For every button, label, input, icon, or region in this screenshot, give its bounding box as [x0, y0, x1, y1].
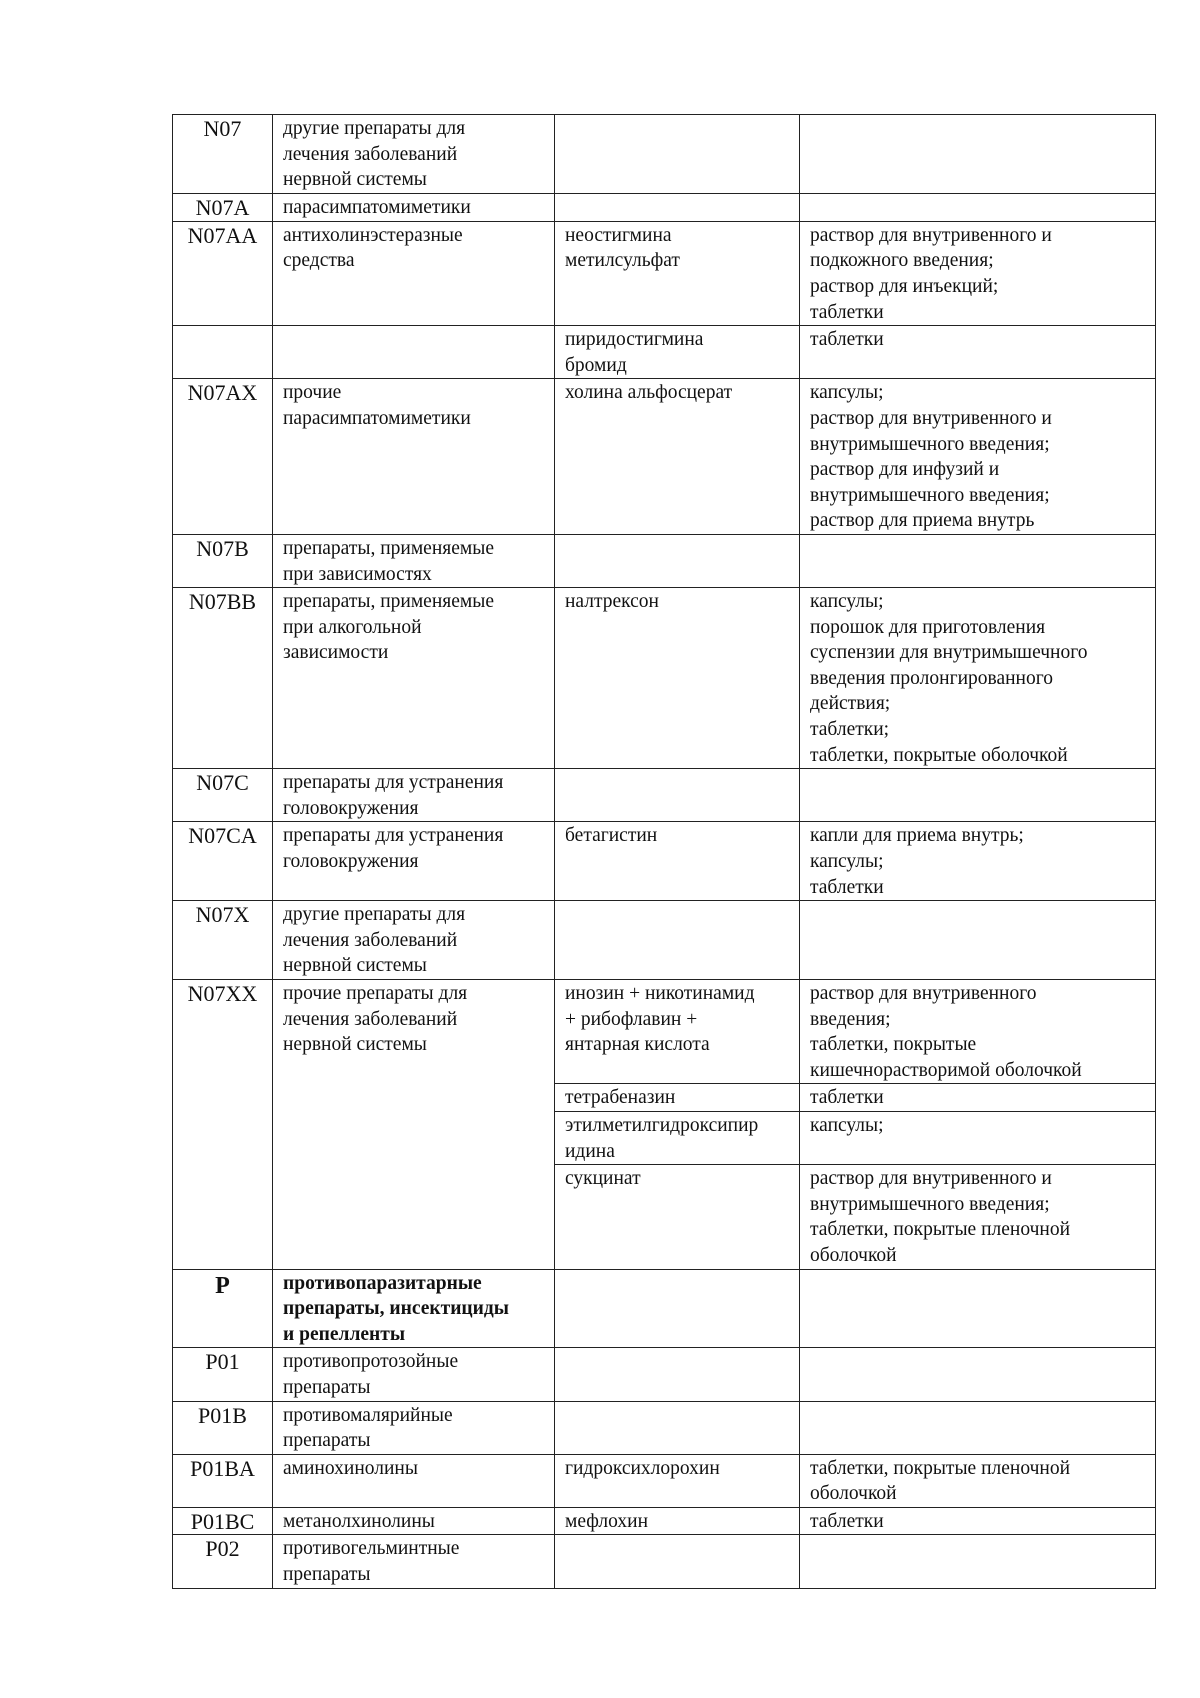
medicine-table	[172, 114, 1156, 1589]
drug-name	[555, 1535, 800, 1588]
atc-code: P01	[205, 1349, 240, 1375]
group-description	[273, 1535, 555, 1588]
group-description	[273, 980, 555, 1270]
dosage-forms	[800, 1165, 1156, 1269]
table-row	[173, 901, 1156, 980]
group-description-line: прочие препараты для	[283, 983, 468, 1004]
dosage-forms-line: таблетки	[810, 329, 884, 351]
dosage-forms-line: кишечнорастворимой оболочкой	[810, 1059, 1082, 1081]
dosage-forms	[800, 1535, 1156, 1588]
table-row	[173, 326, 1156, 379]
group-description-line: препараты	[283, 1430, 371, 1452]
dosage-forms	[800, 1084, 1156, 1112]
drug-name-line: бромид	[565, 354, 627, 376]
drug-name	[555, 980, 800, 1084]
drug-name	[555, 379, 800, 535]
drug-name	[555, 1165, 800, 1269]
atc-code: P01BA	[190, 1455, 255, 1481]
drug-name	[555, 1507, 800, 1535]
group-description-line: нервной системы	[283, 1034, 427, 1056]
drug-name-line: холина альфосцерат	[565, 382, 733, 404]
group-description-line: нервной системы	[283, 169, 427, 191]
drug-name-line: неостигмина	[565, 224, 672, 246]
atc-code: N07AA	[187, 222, 258, 248]
group-description	[273, 822, 555, 901]
drug-name	[555, 901, 800, 980]
dosage-forms-line: таблетки, покрытые пленочной	[810, 1457, 1071, 1479]
table-row	[173, 822, 1156, 901]
group-description-line: другие препараты для	[283, 118, 466, 139]
dosage-forms	[800, 980, 1156, 1084]
dosage-forms-line: внутримышечного введения;	[810, 1193, 1050, 1215]
group-description-line: нервной системы	[283, 955, 427, 977]
dosage-forms	[800, 769, 1156, 822]
dosage-forms	[800, 326, 1156, 379]
dosage-forms-line: капли для приема внутрь;	[810, 825, 1024, 847]
group-description	[273, 193, 555, 221]
group-description-line: препараты для устранения	[283, 825, 504, 847]
group-description	[273, 326, 555, 379]
atc-code: N07XX	[187, 981, 258, 1006]
dosage-forms-line: раствор для инъекций;	[810, 275, 999, 297]
drug-name-line: этилметилгидроксипир	[565, 1114, 759, 1136]
group-description-line: при зависимостях	[283, 563, 432, 585]
dosage-forms-line: порошок для приготовления	[810, 616, 1046, 638]
atc-code-cell	[173, 1535, 273, 1588]
medicine-table-body	[173, 115, 1156, 1589]
dosage-forms-line: капсулы;	[810, 382, 884, 404]
dosage-forms-line: раствор для инфузий и	[810, 459, 1000, 481]
group-description	[273, 769, 555, 822]
dosage-forms-line: подкожного введения;	[810, 250, 994, 272]
group-description-line: средства	[283, 250, 355, 272]
atc-code: N07X	[195, 902, 250, 928]
table-row	[173, 1269, 1156, 1348]
group-description-line: зависимости	[283, 642, 389, 664]
group-description-line: препараты	[283, 1564, 371, 1586]
table-row	[173, 1535, 1156, 1588]
atc-code-cell	[173, 901, 273, 980]
dosage-forms-line: таблетки	[810, 301, 884, 323]
group-description-line: противогельминтные	[283, 1538, 460, 1560]
atc-code-cell	[173, 769, 273, 822]
dosage-forms	[800, 221, 1156, 325]
drug-name-line: мефлохин	[565, 1510, 648, 1532]
group-description	[273, 379, 555, 535]
group-description	[273, 115, 555, 194]
group-description	[273, 901, 555, 980]
group-description	[273, 221, 555, 325]
dosage-forms	[800, 1401, 1156, 1454]
group-description-line: и репелленты	[283, 1323, 406, 1345]
atc-code-cell	[173, 379, 273, 535]
dosage-forms	[800, 1269, 1156, 1348]
atc-code-cell	[173, 588, 273, 769]
drug-name	[555, 769, 800, 822]
dosage-forms	[800, 193, 1156, 221]
dosage-forms-line: раствор для внутривенного и	[810, 407, 1052, 429]
group-description-line: препараты для устранения	[283, 772, 504, 794]
group-description-line: головокружения	[283, 851, 419, 873]
table-row	[173, 1348, 1156, 1401]
atc-code: N07C	[196, 770, 249, 796]
dosage-forms-line: раствор для внутривенного	[810, 983, 1037, 1004]
table-row	[173, 588, 1156, 769]
drug-name-line: бетагистин	[565, 825, 658, 847]
drug-name-line: тетрабеназин	[565, 1087, 676, 1109]
group-description-line: лечения заболеваний	[283, 1008, 458, 1030]
drug-name-line: пиридостигмина	[565, 329, 704, 351]
group-description-line: препараты	[283, 1376, 371, 1398]
dosage-forms	[800, 115, 1156, 194]
atc-code-cell	[173, 534, 273, 587]
atc-code: N07AX	[187, 380, 258, 406]
group-description-line: противомалярийные	[283, 1404, 453, 1426]
atc-code-cell	[173, 1507, 273, 1535]
dosage-forms-line: таблетки	[810, 876, 884, 898]
group-description	[273, 588, 555, 769]
drug-name	[555, 1401, 800, 1454]
dosage-forms	[800, 822, 1156, 901]
atc-code-cell	[173, 1401, 273, 1454]
drug-name-line: + рибофлавин +	[565, 1008, 698, 1030]
group-description-line: при алкогольной	[283, 616, 422, 638]
group-description-line: прочие	[283, 382, 342, 404]
dosage-forms-line: внутримышечного введения;	[810, 484, 1050, 506]
group-description-line: препараты, применяемые	[283, 591, 494, 613]
drug-name	[555, 326, 800, 379]
drug-name-line: гидроксихлорохин	[565, 1457, 720, 1479]
table-row	[173, 769, 1156, 822]
drug-name	[555, 1084, 800, 1112]
dosage-forms-line: капсулы;	[810, 591, 884, 613]
atc-code-cell	[173, 221, 273, 325]
drug-name	[555, 534, 800, 587]
drug-name	[555, 588, 800, 769]
table-row	[173, 534, 1156, 587]
atc-code: P01BC	[190, 1508, 255, 1534]
drug-name-line: сукцинат	[565, 1168, 641, 1190]
atc-code-cell	[173, 1269, 273, 1348]
group-description	[273, 1348, 555, 1401]
drug-name-line: налтрексон	[565, 591, 659, 613]
atc-code-cell	[173, 980, 273, 1270]
drug-name-line: идина	[565, 1140, 615, 1162]
group-description-line: парасимпатомиметики	[283, 407, 471, 429]
dosage-forms	[800, 1507, 1156, 1535]
table-row	[173, 1507, 1156, 1535]
dosage-forms-line: таблетки, покрытые	[810, 1034, 977, 1056]
drug-name-line: янтарная кислота	[565, 1034, 710, 1056]
group-description	[273, 1401, 555, 1454]
table-row	[173, 115, 1156, 194]
group-description-line: лечения заболеваний	[283, 929, 458, 951]
dosage-forms-line: действия;	[810, 693, 891, 715]
atc-code-cell	[173, 115, 273, 194]
table-row	[173, 1401, 1156, 1454]
drug-name	[555, 1348, 800, 1401]
group-description-line: противопротозойные	[283, 1351, 459, 1373]
atc-code: P	[215, 1272, 230, 1299]
dosage-forms-line: суспензии для внутримышечного	[810, 642, 1088, 664]
table-row	[173, 379, 1156, 535]
group-description-line: препараты, применяемые	[283, 537, 494, 559]
dosage-forms	[800, 1454, 1156, 1507]
group-description	[273, 1269, 555, 1348]
dosage-forms-line: оболочкой	[810, 1244, 897, 1266]
atc-code: N07B	[196, 535, 249, 561]
atc-code-cell	[173, 1454, 273, 1507]
dosage-forms	[800, 534, 1156, 587]
atc-code: P02	[205, 1536, 240, 1562]
drug-name	[555, 193, 800, 221]
atc-code: P01B	[198, 1402, 247, 1428]
table-row	[173, 221, 1156, 325]
drug-name-line: инозин + никотинамид	[565, 983, 755, 1004]
group-description-line: противопаразитарные	[283, 1272, 482, 1294]
group-description-line: препараты, инсектициды	[283, 1298, 509, 1320]
dosage-forms-line: капсулы;	[810, 851, 884, 873]
dosage-forms-line: таблетки	[810, 1510, 884, 1532]
drug-name	[555, 1269, 800, 1348]
group-description-line: антихолинэстеразные	[283, 224, 463, 246]
dosage-forms-line: раствор для приема внутрь	[810, 510, 1035, 532]
dosage-forms-line: раствор для внутривенного и	[810, 224, 1052, 246]
table-row	[173, 980, 1156, 1084]
group-description	[273, 1507, 555, 1535]
atc-code: N07A	[195, 194, 250, 220]
atc-code: N07	[203, 116, 242, 141]
dosage-forms-line: таблетки, покрытые пленочной	[810, 1219, 1071, 1241]
group-description-line: головокружения	[283, 797, 419, 819]
group-description-line: лечения заболеваний	[283, 143, 458, 165]
drug-name-line: метилсульфат	[565, 250, 680, 272]
dosage-forms-line: таблетки;	[810, 719, 890, 741]
dosage-forms	[800, 379, 1156, 535]
atc-code-cell	[173, 1348, 273, 1401]
group-description-line: аминохинолины	[283, 1457, 418, 1479]
drug-name	[555, 1454, 800, 1507]
table-row	[173, 1454, 1156, 1507]
dosage-forms-line: введения;	[810, 1008, 891, 1030]
dosage-forms-line: таблетки, покрытые оболочкой	[810, 744, 1068, 766]
atc-code: N07BB	[188, 589, 257, 615]
drug-name	[555, 115, 800, 194]
dosage-forms	[800, 1348, 1156, 1401]
drug-name	[555, 822, 800, 901]
dosage-forms-line: оболочкой	[810, 1483, 897, 1505]
dosage-forms	[800, 1111, 1156, 1164]
dosage-forms	[800, 588, 1156, 769]
atc-code: N07CA	[188, 823, 257, 849]
group-description	[273, 1454, 555, 1507]
group-description-line: другие препараты для	[283, 904, 466, 926]
dosage-forms-line: таблетки	[810, 1087, 884, 1109]
atc-code-cell	[173, 326, 273, 379]
table-row	[173, 193, 1156, 221]
dosage-forms-line: раствор для внутривенного и	[810, 1168, 1052, 1190]
atc-code-cell	[173, 193, 273, 221]
dosage-forms	[800, 901, 1156, 980]
group-description	[273, 534, 555, 587]
atc-code-cell	[173, 822, 273, 901]
group-description-line: метанолхинолины	[283, 1510, 435, 1532]
dosage-forms-line: внутримышечного введения;	[810, 433, 1050, 455]
dosage-forms-line: введения пролонгированного	[810, 667, 1054, 689]
group-description-line: парасимпатомиметики	[283, 196, 471, 218]
drug-name	[555, 221, 800, 325]
drug-name	[555, 1111, 800, 1164]
dosage-forms-line: капсулы;	[810, 1114, 884, 1136]
